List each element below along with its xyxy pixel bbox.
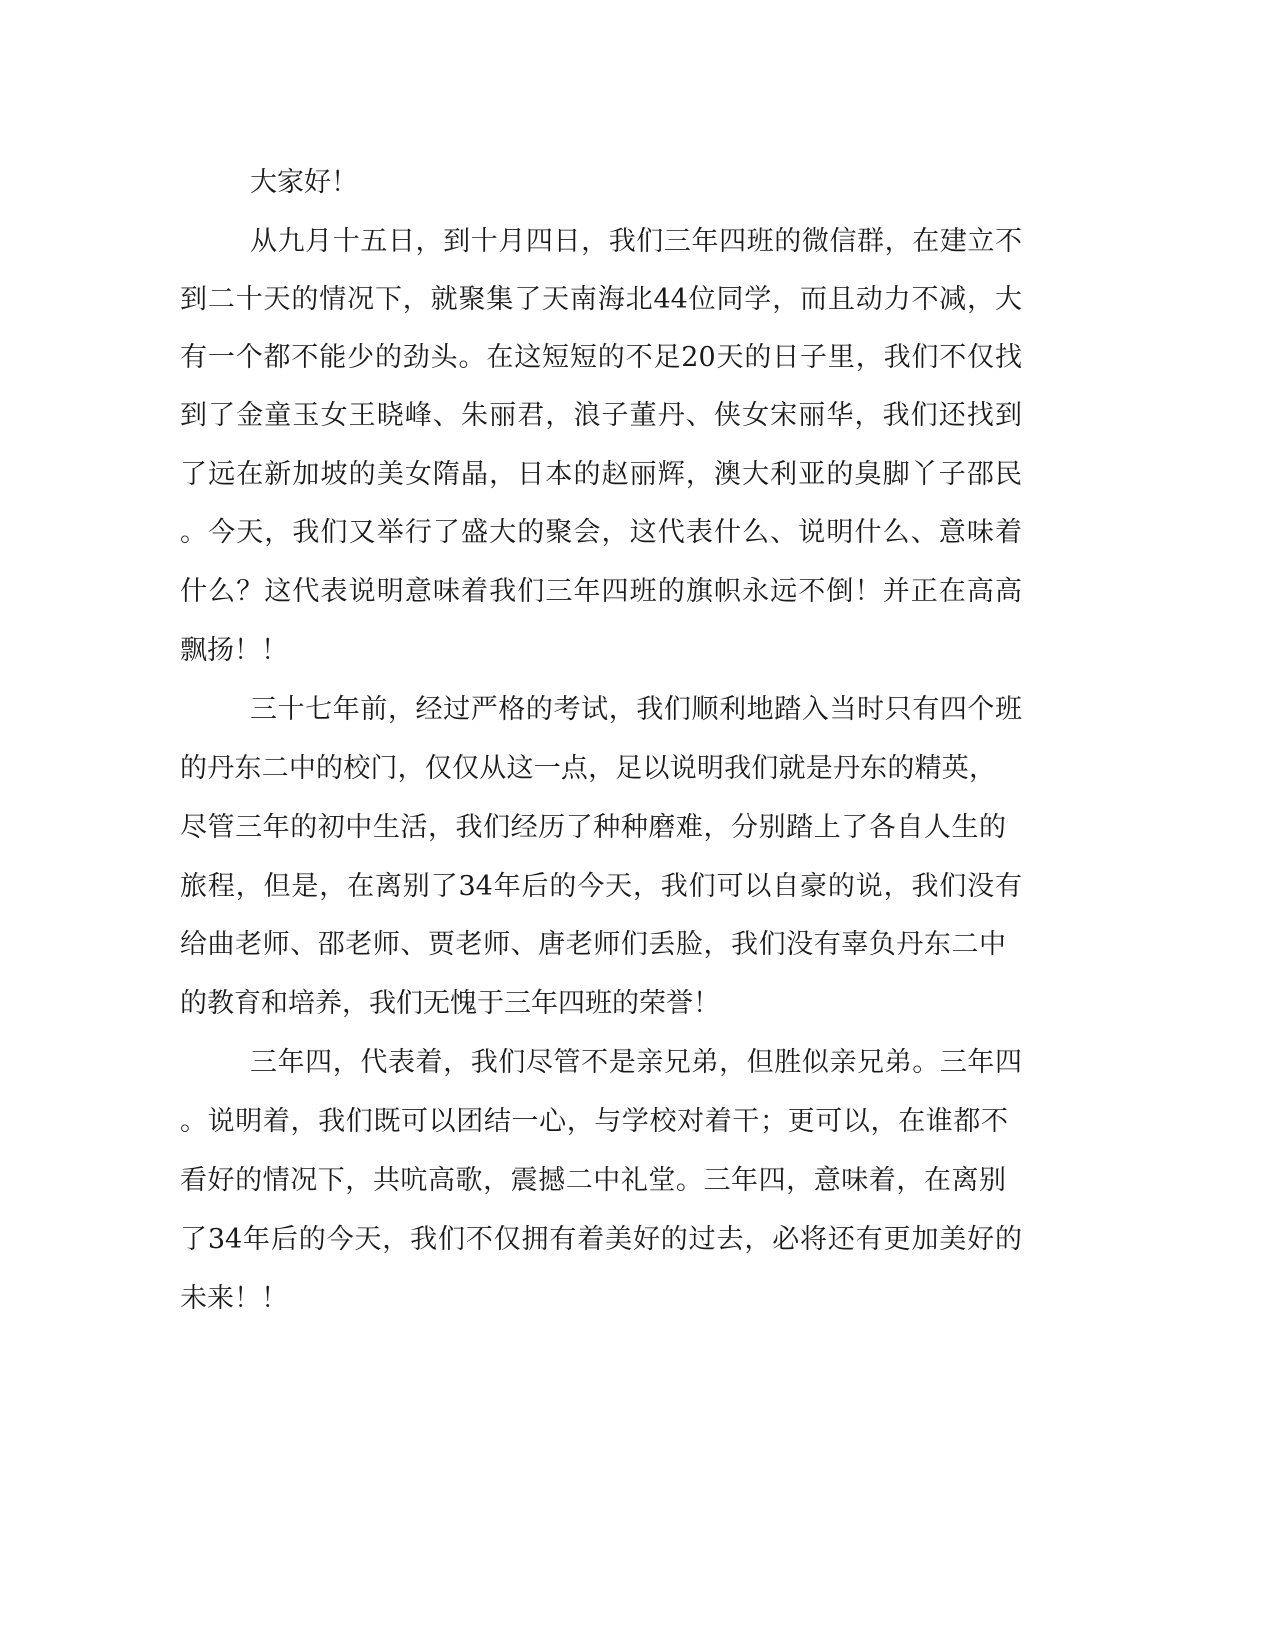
paragraph-line: 尽管三年的初中生活，我们经历了种种磨难，分别踏上了各自人生的 bbox=[180, 812, 1006, 843]
paragraph-line: 了远在新加坡的美女隋晶，日本的赵丽辉，澳大利亚的臭脚丫子邵民 bbox=[180, 459, 1022, 490]
paragraph-line: 的教育和培养，我们无愧于三年四班的荣誉！ bbox=[180, 988, 720, 1019]
paragraph-line: 到了金童玉女王晓峰、朱丽君，浪子董丹、侠女宋丽华，我们还找到 bbox=[180, 400, 1022, 431]
paragraph-line: 看好的情况下，共吭高歌，震撼二中礼堂。三年四，意味着，在离别 bbox=[180, 1165, 1006, 1196]
paragraph-line: 给曲老师、邵老师、贾老师、唐老师们丢脸，我们没有辜负丹东二中 bbox=[180, 929, 1006, 960]
paragraph-line: 。今天，我们又举行了盛大的聚会，这代表什么、说明什么、意味着 bbox=[180, 517, 1022, 548]
paragraph-line: 从九月十五日，到十月四日，我们三年四班的微信群，在建立不 bbox=[250, 226, 1022, 257]
paragraph-line: 三年四，代表着，我们尽管不是亲兄弟，但胜似亲兄弟。三年四 bbox=[250, 1047, 1022, 1078]
paragraph-line: 旅程，但是，在离别了34年后的今天，我们可以自豪的说，我们没有 bbox=[180, 871, 1022, 902]
paragraph-line: 什么？这代表说明意味着我们三年四班的旗帜永远不倒！并正在高高 bbox=[180, 576, 1022, 607]
paragraph-line: 三十七年前，经过严格的考试，我们顺利地踏入当时只有四个班 bbox=[250, 694, 1022, 725]
greeting: 大家好！ bbox=[250, 167, 358, 198]
paragraph-line: 未来！！ bbox=[180, 1283, 288, 1314]
paragraph-line: 了34年后的今天，我们不仅拥有着美好的过去，必将还有更加美好的 bbox=[180, 1224, 1022, 1255]
paragraph-line: 。说明着，我们既可以团结一心，与学校对着干；更可以，在谁都不 bbox=[180, 1106, 1008, 1137]
paragraph-line: 到二十天的情况下，就聚集了天南海北44位同学，而且动力不减，大 bbox=[180, 284, 1022, 315]
paragraph-line: 有一个都不能少的劲头。在这短短的不足20天的日子里，我们不仅找 bbox=[180, 342, 1022, 373]
paragraph-line: 的丹东二中的校门，仅仅从这一点，足以说明我们就是丹东的精英， bbox=[180, 753, 996, 784]
paragraph-line: 飘扬！！ bbox=[180, 635, 288, 666]
